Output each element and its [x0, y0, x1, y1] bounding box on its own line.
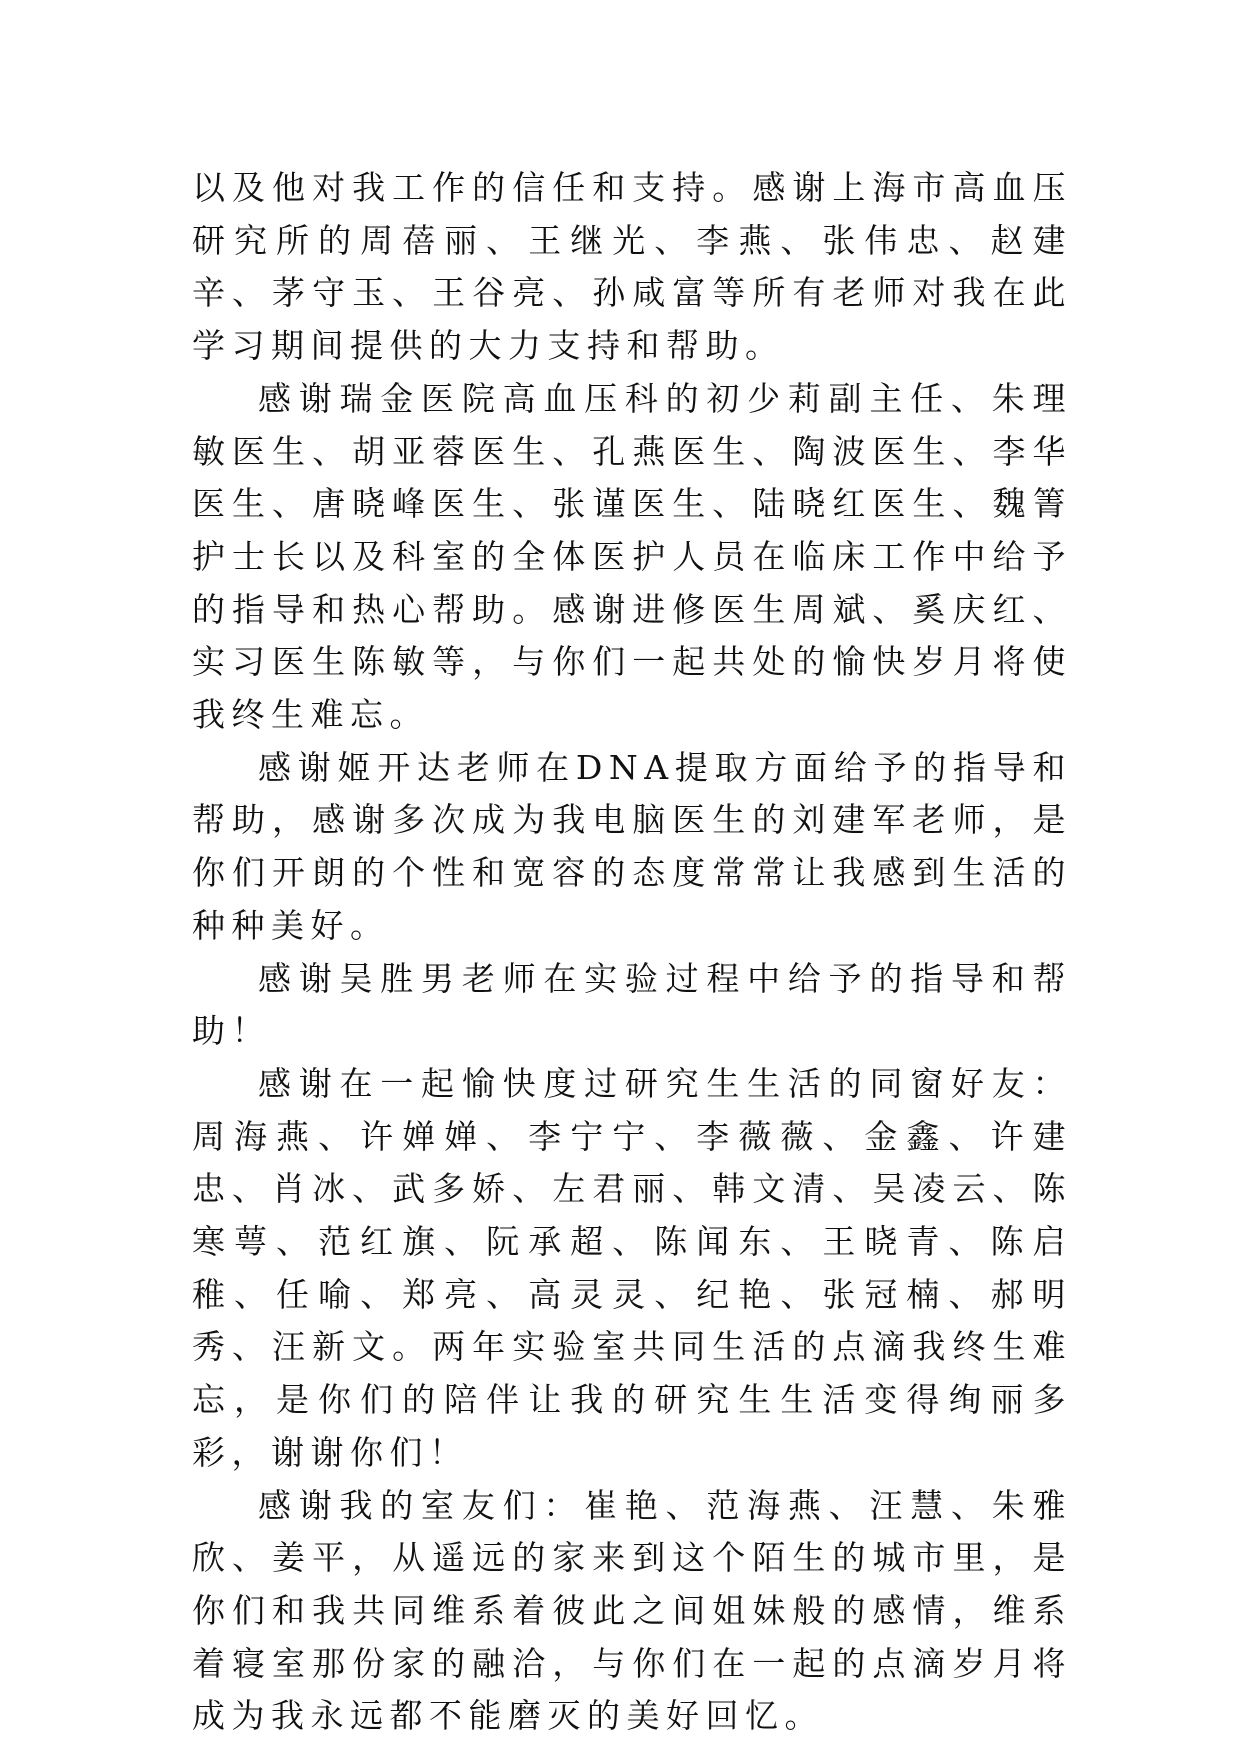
document-body — [192, 162, 1072, 1743]
paragraph-experiment-thanks: 感谢吴胜男老师在实验过程中给予的指导和帮助！ — [192, 958, 1072, 1051]
paragraph-roommates-thanks: 感谢我的室友们：崔艳、范海燕、汪慧、朱雅欣、姜平，从遥远的家来到这个陌生的城市里，是你们和我共同维系着彼此之间姐妹般的感情，维系着寝室那份家的融洽，与你们在一起的点滴岁月将成为我永远都不能磨灭的美好回忆。 — [192, 1485, 1072, 1736]
paragraph-continuation: 以及他对我工作的信任和支持。感谢上海市高血压研究所的周蓓丽、王继光、李燕、张伟忠、赵建辛、茅守玉、王谷亮、孙咸富等所有老师对我在此学习期间提供的大力支持和帮助。 — [192, 168, 1072, 366]
paragraph-ruijin-thanks: 感谢瑞金医院高血压科的初少莉副主任、朱理敏医生、胡亚蓉医生、孔燕医生、陶波医生、李华医生、唐晓峰医生、张谨医生、陆晓红医生、魏箐护士长以及科室的全体医护人员在临床工作中给予的指导和热心帮助。感谢进修医生周斌、奚庆红、实习医生陈敏等，与你们一起共处的愉快岁月将使我终生难忘。 — [192, 378, 1072, 735]
paragraph-classmates-thanks: 感谢在一起愉快度过研究生生活的同窗好友：周海燕、许婵婵、李宁宁、李薇薇、金鑫、许建忠、肖冰、武多娇、左君丽、韩文清、吴凌云、陈寒萼、范红旗、阮承超、陈闻东、王晓青、陈启稚、任喻、郑亮、高灵灵、纪艳、张冠楠、郝明秀、汪新文。两年实验室共同生活的点滴我终生难忘，是你们的陪伴让我的研究生生活变得绚丽多彩，谢谢你们！ — [192, 1063, 1072, 1472]
paragraph-dna-thanks: 感谢姬开达老师在DNA提取方面给予的指导和帮助，感谢多次成为我电脑医生的刘建军老师，是你们开朗的个性和宽容的态度常常让我感到生活的种种美好。 — [192, 747, 1072, 945]
